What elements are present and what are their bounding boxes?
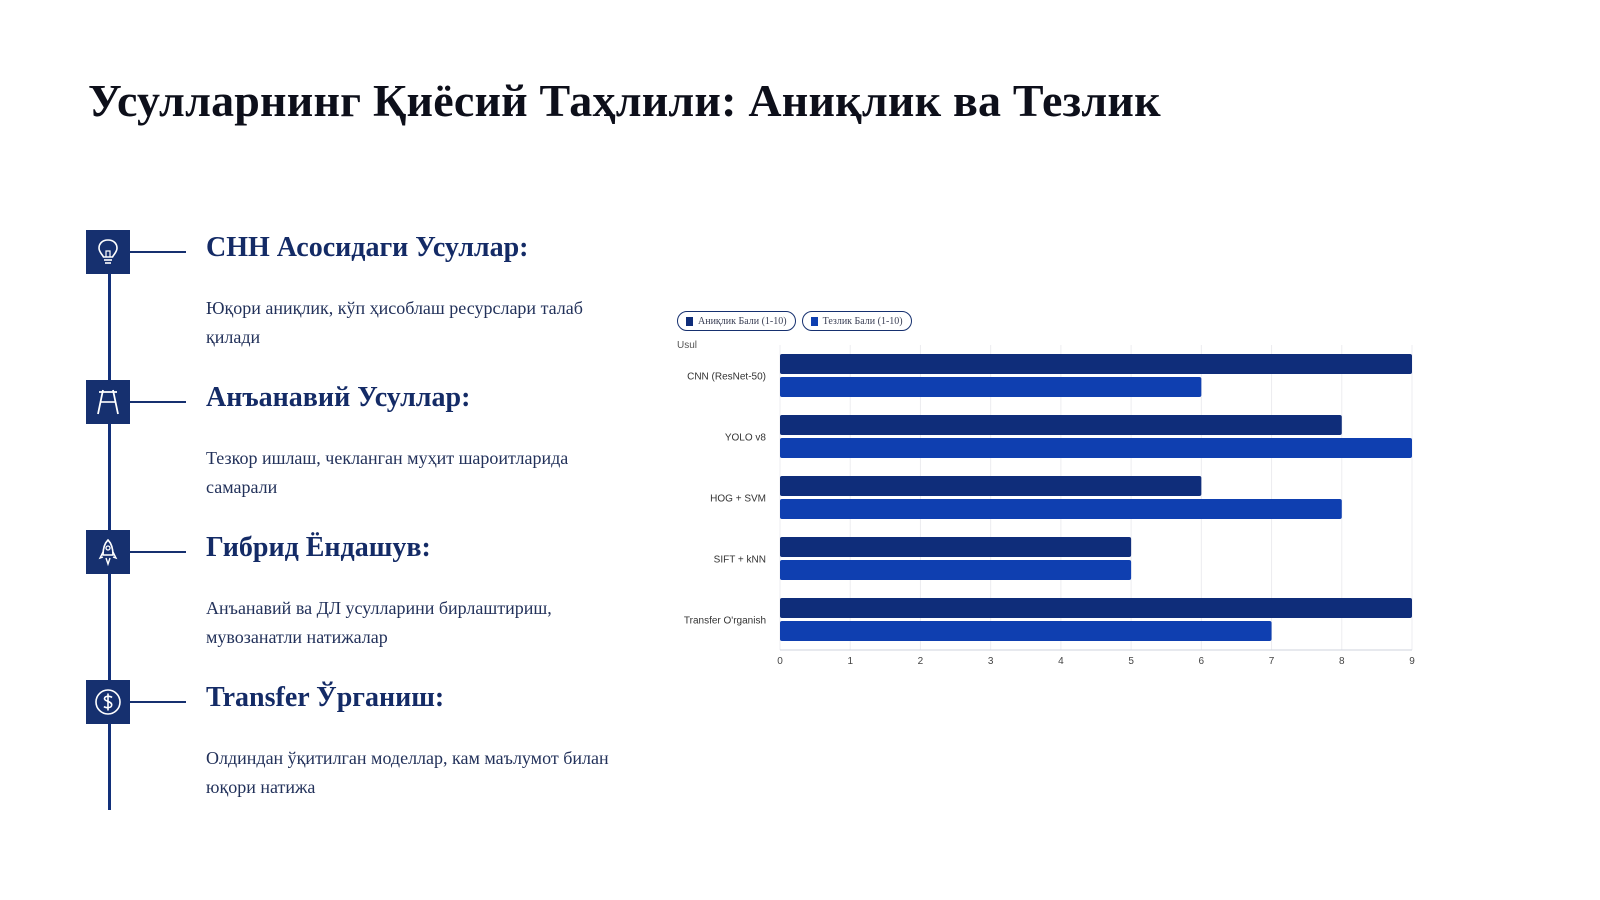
bar bbox=[780, 621, 1272, 641]
connector-line bbox=[130, 401, 186, 403]
item-heading: Анъанавий Усуллар: bbox=[206, 382, 471, 413]
bar bbox=[780, 415, 1342, 435]
y-axis-title: Usul bbox=[677, 340, 698, 351]
legend-swatch bbox=[811, 317, 818, 326]
x-tick-label: 6 bbox=[1198, 656, 1205, 667]
bar bbox=[780, 354, 1412, 374]
chart-legend bbox=[677, 311, 912, 331]
bar bbox=[780, 537, 1131, 557]
lightbulb-icon bbox=[86, 230, 130, 274]
legend-swatch bbox=[686, 317, 693, 326]
x-tick-label: 0 bbox=[777, 656, 783, 667]
x-tick-label: 5 bbox=[1128, 656, 1134, 667]
item-description: Анъанавий ва ДЛ усулларини бирлаштириш, мувозанатли натижалар bbox=[206, 598, 552, 647]
item-description: Тезкор ишлаш, чекланган муҳит шароитларида самарали bbox=[206, 448, 569, 497]
x-tick-label: 8 bbox=[1338, 656, 1345, 667]
bar bbox=[780, 499, 1342, 519]
x-tick-label: 3 bbox=[987, 656, 994, 667]
connector-line bbox=[130, 701, 186, 703]
page-title: Усулларнинг Қиёсий Таҳлили: Аниқлик ва Тезлик bbox=[88, 75, 1161, 126]
connector-line bbox=[130, 251, 186, 253]
dollar-icon bbox=[86, 680, 130, 724]
bar-chart bbox=[660, 345, 1430, 685]
y-tick-label: YOLO v8 bbox=[724, 432, 766, 444]
x-tick-label: 2 bbox=[917, 656, 924, 667]
legend-item-speed[interactable] bbox=[802, 311, 912, 331]
item-heading: Гибрид Ёндашув: bbox=[206, 532, 431, 563]
bar bbox=[780, 377, 1201, 397]
x-tick-label: 7 bbox=[1268, 656, 1275, 667]
legend-label: Аниқлик Бали (1-10) bbox=[698, 315, 787, 327]
bar bbox=[780, 476, 1201, 496]
y-tick-label: Transfer O'rganish bbox=[683, 615, 766, 627]
legend-label: Тезлик Бали (1-10) bbox=[822, 315, 903, 327]
legend-item-accuracy[interactable] bbox=[677, 311, 796, 331]
y-tick-label: SIFT + kNN bbox=[713, 554, 766, 566]
road-icon bbox=[86, 380, 130, 424]
item-description: Юқори аниқлик, кўп ҳисоблаш ресурслари талаб қилади bbox=[206, 298, 583, 347]
item-description: Олдиндан ўқитилган моделлар, кам маълумот билан юқори натижа bbox=[206, 748, 609, 797]
x-tick-label: 9 bbox=[1409, 656, 1415, 667]
item-heading: Transfer Ўрганиш: bbox=[206, 682, 445, 713]
connector-line bbox=[130, 551, 186, 553]
rocket-icon bbox=[86, 530, 130, 574]
y-tick-label: CNN (ResNet-50) bbox=[687, 371, 766, 383]
x-tick-label: 4 bbox=[1058, 656, 1064, 667]
x-tick-label: 1 bbox=[847, 656, 854, 667]
bar bbox=[780, 560, 1131, 580]
y-tick-label: HOG + SVM bbox=[710, 493, 766, 505]
item-heading: CНН Асосидаги Усуллар: bbox=[206, 232, 529, 263]
bar bbox=[780, 438, 1412, 458]
bar bbox=[780, 598, 1412, 618]
